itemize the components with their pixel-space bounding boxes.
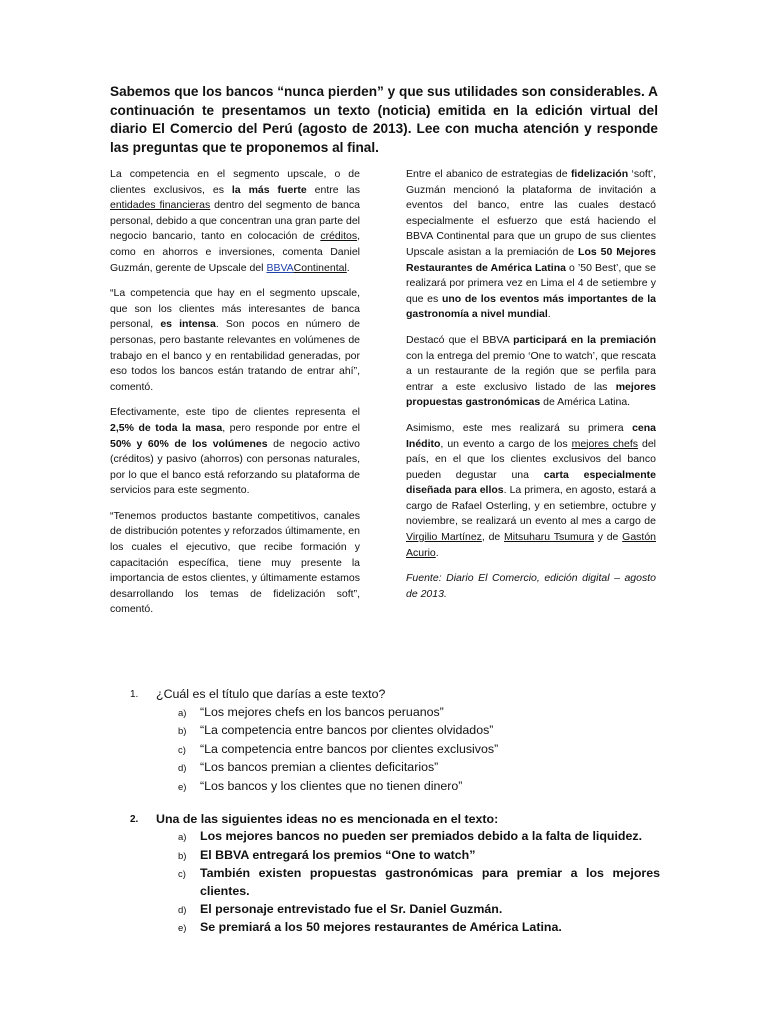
questions-section: [130, 686, 660, 952]
option-text: El BBVA entregará los premios “One to watch”: [200, 847, 476, 862]
option-text: También existen propuestas gastronómicas para premiar a los mejores clientes.: [200, 866, 660, 898]
source-citation: Fuente: Diario El Comercio, edición digital – agosto de 2013.: [406, 572, 656, 600]
option-text: “Los mejores chefs en los bancos peruanos”: [200, 704, 444, 719]
answer-option: [178, 778, 660, 797]
option-text: “Los bancos y los clientes que no tienen dinero”: [200, 778, 463, 793]
option-letter: e): [178, 923, 187, 935]
option-letter: b): [178, 850, 187, 862]
link-creditos[interactable]: créditos: [320, 230, 358, 243]
article-paragraph: “Tenemos productos bastante competitivos, canales de distribución potentes y reforzados últimamente, en los cuales el ejecutivo, que recibe formación y capacitación específica, tiene muy presente la importancia de estos clientes, y últimamente estamos desarrollando los temas de fidelización soft”, comentó.: [110, 509, 360, 616]
link-entidades-financieras[interactable]: entidades financieras: [110, 199, 211, 212]
answer-option: [178, 847, 660, 866]
link-continental[interactable]: Continental: [293, 261, 347, 274]
answer-option: [178, 901, 660, 920]
intro-paragraph: Sabemos que los bancos “nunca pierden” y que sus utilidades son considerables. A continuación te presentamos un texto (noticia) emitida en la edición virtual del diario El Comercio del Perú (agosto de 2013). Lee con mucha atención y responde las preguntas que te proponemos al final.: [110, 84, 658, 155]
option-letter: c): [178, 744, 186, 756]
link-gaston-acurio[interactable]: Gastón Acurio: [406, 531, 657, 559]
article-paragraph: “La competencia que hay en el segmento upscale, que son los clientes más interesantes de banca personal, es intensa. Son pocos en número de personas, pero bastante relevantes en volúmenes de trabajo en el banco y en rentabilidad generadas, por eso todos los bancos están tratando de entrar ahí”, comentó.: [110, 287, 360, 393]
question-1: [130, 686, 660, 797]
option-letter: c): [178, 869, 186, 881]
answer-option: [178, 759, 660, 778]
article-right-column: [406, 167, 656, 612]
link-bbva[interactable]: BBVA: [266, 261, 294, 274]
option-letter: a): [178, 832, 187, 844]
link-virgilio-martinez[interactable]: Virgilio Martínez: [406, 531, 482, 544]
option-text: Se premiará a los 50 mejores restaurantes de América Latina.: [200, 920, 562, 935]
option-letter: e): [178, 781, 187, 793]
option-letter: a): [178, 707, 187, 719]
option-text: El personaje entrevistado fue el Sr. Daniel Guzmán.: [200, 901, 503, 916]
question-number: 1.: [130, 689, 139, 700]
option-letter: d): [178, 763, 187, 775]
option-text: “La competencia entre bancos por clientes exclusivos”: [200, 741, 499, 756]
option-text: “La competencia entre bancos por clientes olvidados”: [200, 723, 494, 738]
link-mitsuharu-tsumura[interactable]: Mitsuharu Tsumura: [504, 531, 594, 544]
option-letter: d): [178, 904, 187, 916]
article-paragraph: La competencia en el segmento upscale, o de clientes exclusivos, es la más fuerte entre las entidades financieras dentro del segmento de banca personal, debido a que concentran una gran parte del negocio bancario, tanto en colocación de créditos, como en ahorros e inversiones, comenta Daniel Guzmán, gerente de Upscale del BBVAContinental.: [110, 168, 360, 274]
article-paragraph: Destacó que el BBVA participará en la premiación con la entrega del premio ‘One to watch’, que rescata a un restaurante de la región que se perfila para entrar a este exclusivo listado de las mejores propuestas gastronómicas de América Latina.: [406, 333, 656, 409]
answer-option: [178, 919, 660, 938]
article-paragraph: Efectivamente, este tipo de clientes representa el 2,5% de toda la masa, pero responde por entre el 50% y 60% de los volúmenes de negocio activo (créditos) y pasivo (ahorros) con personas naturales, por lo que el banco está reforzando su plataforma de servicios para este segmento.: [110, 406, 360, 497]
article-paragraph: Entre el abanico de estrategias de fidelización ‘soft’, Guzmán mencionó la plataforma de invitación a eventos del banco, entre las cuales destacó especialmente el esfuerzo que está haciendo el BBVA Continental para que un grupo de sus clientes Upscale asistan a la premiación de Los 50 Mejores Restaurantes de América Latina o ’50 Best’, que se realizará por primera vez en Lima el 4 de setiembre y que es uno de los eventos más importantes de la gastronomía a nivel mundial.: [406, 168, 657, 321]
link-mejores-chefs[interactable]: mejores chefs: [571, 437, 639, 450]
answer-option: [178, 722, 660, 741]
article-paragraph: Asimismo, este mes realizará su primera cena Inédito, un evento a cargo de los mejores chefs del país, en el que los clientes exclusivos del banco pueden degustar una carta especialmente diseñada para ellos. La primera, en agosto, estará a cargo de Rafael Osterling, y en setiembre, octubre y noviembre, se realizará un evento al mes a cargo de Virgilio Martínez, de Mitsuharu Tsumura y de Gastón Acurio.: [406, 421, 657, 559]
answer-option: [178, 865, 660, 900]
question-text: Una de las siguientes ideas no es mencionada en el texto:: [156, 811, 499, 826]
question-2: [130, 811, 660, 938]
option-letter: b): [178, 726, 187, 738]
answer-option: [178, 828, 660, 847]
answer-option: [178, 704, 660, 723]
question-number: 2.: [130, 813, 139, 825]
article-left-column: [110, 167, 360, 628]
answer-option: [178, 741, 660, 760]
option-text: “Los bancos premian a clientes deficitarios”: [200, 760, 439, 775]
question-text: ¿Cuál es el título que darías a este texto?: [156, 687, 386, 701]
option-text: Los mejores bancos no pueden ser premiados debido a la falta de liquidez.: [200, 829, 643, 844]
